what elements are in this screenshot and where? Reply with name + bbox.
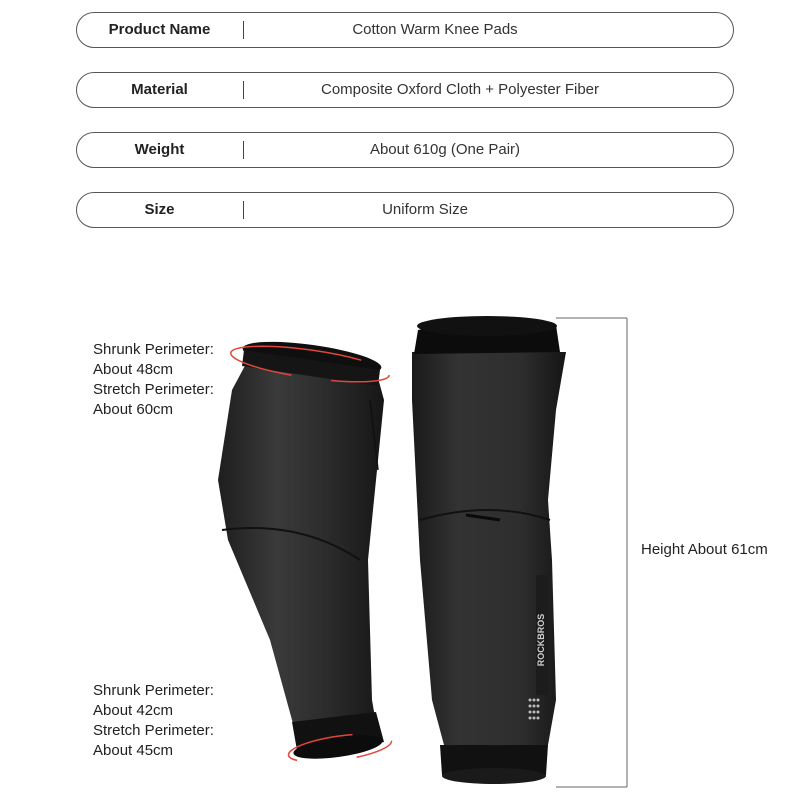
annotation-line: About 48cm [93,361,174,378]
top-perimeter-annotation [93,340,214,420]
annotation-line: Shrunk Perimeter: [93,341,214,358]
annotation-line: Shrunk Perimeter: [93,682,214,699]
annotation-line: About 60cm [93,401,174,418]
left-knee-pad [218,335,384,763]
annotation-line: Stretch Perimeter: [93,722,214,739]
spec-value: Cotton Warm Knee Pads [352,21,518,38]
spec-value: About 610g (One Pair) [369,141,521,158]
spec-value: Uniform Size [382,201,468,218]
annotation-line: About 42cm [93,702,174,719]
spec-label: Size [144,201,175,218]
spec-value: Composite Oxford Cloth + Polyester Fiber [320,81,600,98]
height-bracket [556,318,627,787]
annotation-line: About 45cm [93,742,174,759]
spec-label: Weight [134,141,185,158]
svg-text:ROCKBROS: ROCKBROS [536,613,546,667]
height-annotation: Height About 61cm [641,541,768,558]
right-knee-pad [412,316,566,784]
spec-label: Material [131,81,188,98]
spec-label: Product Name [108,21,211,38]
annotation-line: Stretch Perimeter: [93,381,214,398]
bottom-perimeter-annotation [93,681,214,761]
